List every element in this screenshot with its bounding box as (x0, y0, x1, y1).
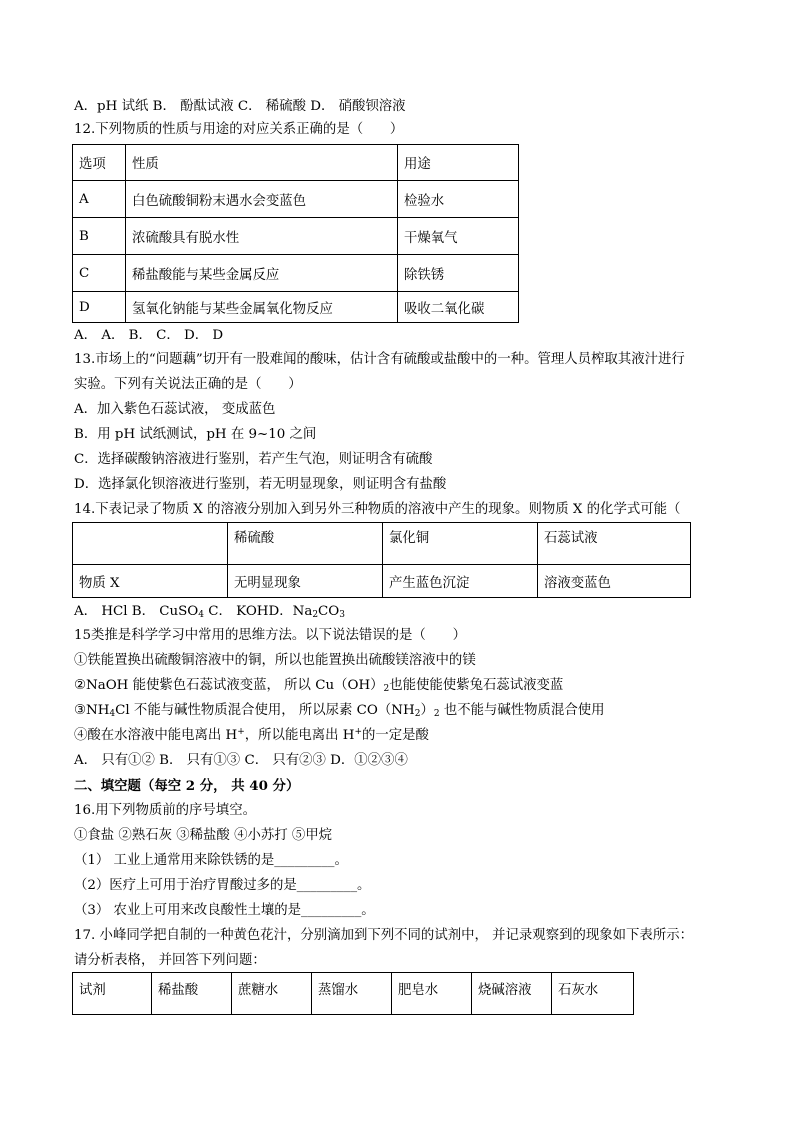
q17-table (72, 972, 634, 1015)
table-header-cell: 氯化铜 (383, 523, 538, 565)
subscript: 2 (312, 610, 319, 620)
statement-text: 也不能与碱性物质混合使用 (439, 703, 605, 718)
table-cell: 物质 X (73, 565, 228, 598)
table-cell: B (73, 218, 126, 255)
table-header-row (73, 523, 691, 565)
table-cell: C (73, 255, 126, 292)
q13-option-c: C．选择碳酸钠溶液进行鉴别，若产生气泡，则证明含有硫酸 (74, 452, 433, 467)
q16-part-3: （3） 农业上可用来改良酸性土壤的是_________。 (74, 903, 375, 918)
table-header-cell: 性质 (126, 145, 398, 181)
section-heading: 二、填空题（每空 2 分， 共 40 分） (74, 778, 300, 794)
statement-text: ③NH (74, 703, 110, 718)
table-row (73, 181, 519, 218)
q15-stem: 15类推是科学学习中常用的思维方法。以下说法错误的是（ ） (74, 628, 466, 643)
q12-stem: 12.下列物质的性质与用途的对应关系正确的是（ ） (74, 122, 404, 137)
q14-stem: 14.下表记录了物质 X 的溶液分别加入到另外三种物质的溶液中产生的现象。则物质 X 的化学式可能（ (74, 502, 681, 517)
table-header-cell: 选项 (73, 145, 126, 181)
q12-options: A． A． B． C． D． D (74, 328, 224, 343)
table-cell: 吸收二氧化碳 (398, 292, 519, 323)
table-cell: 氢氧化钠能与某些金属氧化物反应 (126, 292, 398, 323)
table-row (73, 255, 519, 292)
table-cell: 产生蓝色沉淀 (383, 565, 538, 598)
q16-items: ①食盐 ②熟石灰 ③稀盐酸 ④小苏打 ⑤甲烷 (74, 828, 333, 843)
statement-text: ） (420, 703, 434, 718)
subscript: 3 (339, 610, 346, 620)
q14-option-ab: A． HCl B． CuSO (74, 604, 199, 619)
table-header-cell: 石灰水 (552, 973, 634, 1015)
q13-option-a: A．加入紫色石蕊试液， 变成蓝色 (74, 402, 276, 417)
superscript: + (354, 727, 362, 737)
table-cell: 浓硫酸具有脱水性 (126, 218, 398, 255)
table-cell: 溶液变蓝色 (538, 565, 691, 598)
q14-option-cd: C． KOHD．Na (204, 604, 313, 619)
q15-statement-1: ①铁能置换出硫酸铜溶液中的铜，所以也能置换出硫酸镁溶液中的镁 (74, 653, 476, 668)
statement-text: 的一定是酸 (362, 728, 429, 743)
table-cell: 检验水 (398, 181, 519, 218)
q17-stem-line2: 请分析表格， 并回答下列问题： (74, 953, 266, 968)
table-header-row (73, 973, 634, 1015)
q15-statement-3 (74, 703, 605, 719)
table-cell: A (73, 181, 126, 218)
table-header-cell (73, 523, 228, 565)
q11-options: A．pH 试纸 B． 酚酞试液 C． 稀硫酸 D． 硝酸钡溶液 (74, 99, 406, 114)
q13-option-d: D．选择氯化钡溶液进行鉴别，若无明显现象，则证明含有盐酸 (74, 477, 447, 492)
table-row (73, 292, 519, 323)
table-row (73, 218, 519, 255)
statement-text: 也能使能使紫兔石蕊试液变蓝 (389, 678, 564, 693)
subscript: 2 (383, 684, 390, 694)
table-header-row (73, 145, 519, 181)
table-header-cell: 蔗糖水 (232, 973, 312, 1015)
q16-part-2: （2）医疗上可用于治疗胃酸过多的是_________。 (74, 878, 371, 893)
table-header-cell: 烧碱溶液 (472, 973, 552, 1015)
table-cell: 稀盐酸能与某些金属反应 (126, 255, 398, 292)
q13-stem-line1: 13.市场上的“问题藕”切开有一股难闻的酸味，估计含有硫酸或盐酸中的一种。管理人员榨取其液汁进行 (74, 352, 685, 367)
table-header-cell: 稀盐酸 (152, 973, 232, 1015)
q17-stem-line1: 17. 小峰同学把自制的一种黄色花汁，分别滴加到下列不同的试剂中， 并记录观察到的现象如下表所示： (74, 928, 693, 943)
q16-stem: 16.用下列物质前的序号填空。 (74, 803, 256, 818)
subscript: 2 (433, 709, 440, 719)
subscript: 4 (198, 610, 205, 620)
q15-options: A． 只有①② B． 只有①③ C． 只有②③ D．①②③④ (74, 753, 408, 768)
q13-stem-line2: 实验。下列有关说法正确的是（ ） (74, 377, 302, 392)
q14-table (72, 522, 691, 598)
table-cell: 干燥氧气 (398, 218, 519, 255)
q15-statement-2 (74, 678, 563, 694)
statement-text: ④酸在水溶液中能电离出 H (74, 728, 238, 743)
superscript: + (237, 727, 245, 737)
q13-option-b: B．用 pH 试纸测试，pH 在 9~10 之间 (74, 427, 317, 442)
q14-option-d-formula: CO (318, 604, 340, 619)
table-header-cell: 试剂 (73, 973, 152, 1015)
table-header-cell: 用途 (398, 145, 519, 181)
table-header-cell: 肥皂水 (392, 973, 472, 1015)
q14-options (74, 604, 345, 620)
table-cell: 无明显现象 (228, 565, 383, 598)
statement-text: Cl 不能与碱性物质混合使用， 所以尿素 CO（NH (115, 703, 415, 718)
table-row (73, 565, 691, 598)
q15-statement-4 (74, 728, 429, 744)
subscript: 2 (414, 709, 421, 719)
q16-part-1: （1） 工业上通常用来除铁锈的是_________。 (74, 853, 348, 868)
table-cell: 白色硫酸铜粉末遇水会变蓝色 (126, 181, 398, 218)
table-header-cell: 石蕊试液 (538, 523, 691, 565)
subscript: 4 (109, 709, 116, 719)
statement-text: ②NaOH 能使紫色石蕊试液变蓝， 所以 Cu（OH） (74, 678, 384, 693)
table-header-cell: 蒸馏水 (312, 973, 392, 1015)
q12-table (72, 144, 519, 323)
statement-text: ，所以能电离出 H (244, 728, 355, 743)
table-cell: 除铁锈 (398, 255, 519, 292)
table-cell: D (73, 292, 126, 323)
table-header-cell: 稀硫酸 (228, 523, 383, 565)
